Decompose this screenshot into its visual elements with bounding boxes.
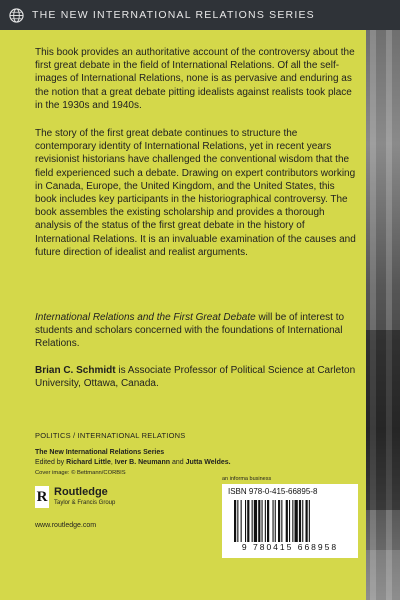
editor-name: Jutta Weldes. — [185, 459, 231, 466]
author-bio — [35, 364, 357, 390]
series-editors: Edited by Richard Little, Iver B. Neumann and Jutta Weldes. — [35, 459, 231, 466]
publisher-url[interactable]: www.routledge.com — [35, 522, 97, 529]
barcode-number: 9 780415 668958 — [241, 542, 339, 552]
routledge-logo-icon: R — [35, 486, 49, 508]
cover-photo-strip — [366, 30, 400, 600]
author-bio-text: is Associate Professor of Political Science at Carleton University, Ottawa, Canada. — [35, 365, 356, 390]
globe-icon — [9, 8, 24, 23]
isbn-label: ISBN 978-0-415-66895-8 — [228, 487, 318, 496]
publisher-name: Routledge — [54, 486, 108, 498]
editor-name: Iver B. Neumann — [114, 459, 171, 466]
blurb-paragraph-1: This book provides an authoritative account of the controversy about the first great debate in the field of International Relations. Of all the self-images of International Relations, none is as pervasive and enduring as the notion that a great debate pitting idealists against realists took place in the 1930s and 1940s. — [35, 47, 355, 111]
back-cover-panel — [0, 30, 366, 600]
barcode-icon — [234, 500, 346, 542]
author-name: Brian C. Schmidt — [35, 365, 116, 376]
series-name: The New International Relations Series — [35, 449, 165, 456]
publisher-group: Taylor & Francis Group — [54, 500, 116, 506]
audience-text: will be of interest to students and scholars concerned with the foundations of International Relations. — [35, 312, 345, 350]
blurb-paragraph-2: The story of the first great debate continues to structure the contemporary identity of International Relations, yet in recent years revisionist historians have challenged the conventional wisdom that the field experienced such a debate. Drawing on expert contributors working in Canada, Europe, the United Kingdom, and the United States, this book includes key participants in the historiographical controversy. The book assembles the existing scholarship and provides a thorough analysis of the status of the first great debate in the history of International Relations. It is an invaluable examination of the causes and future direction of idealist and realist arguments. — [35, 128, 356, 258]
series-title: THE NEW INTERNATIONAL RELATIONS SERIES — [32, 9, 315, 21]
series-header-bar — [0, 0, 400, 30]
subject-category: POLITICS / INTERNATIONAL RELATIONS — [35, 431, 186, 440]
informa-tagline: an informa business — [222, 476, 272, 482]
audience-paragraph — [35, 311, 357, 351]
isbn-barcode — [222, 484, 358, 558]
cover-image-credit: Cover image: © Bettmann/CORBIS — [35, 470, 126, 476]
book-title: International Relations and the First Great Debate — [35, 312, 256, 323]
editor-name: Richard Little — [66, 459, 111, 466]
